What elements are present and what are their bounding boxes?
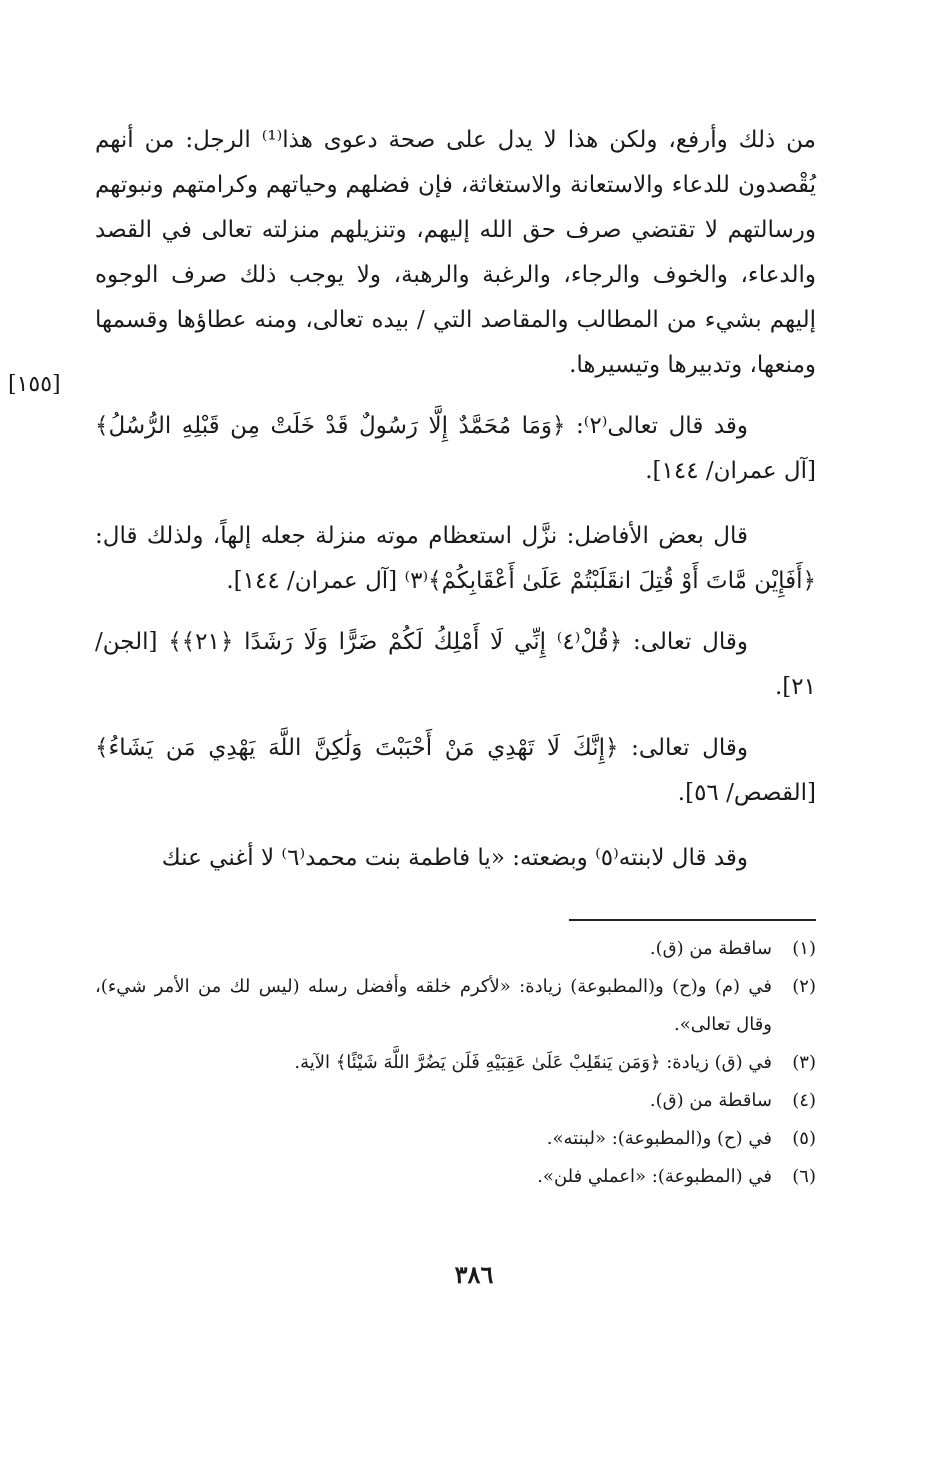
paragraph-6: وقد قال لابنته⁽٥⁾ وبضعته: «يا فاطمة بنت محمد⁽٦⁾ لا أغني عنك bbox=[161, 845, 748, 871]
manuscript-page-marker: [١٥٥] bbox=[8, 372, 61, 397]
footnote-text: في (ح) و(المطبوعة): «لبنته». bbox=[546, 1128, 772, 1149]
footnote-separator bbox=[569, 919, 816, 921]
footnote-5 bbox=[95, 1120, 816, 1158]
paragraph-5: وقال تعالى: ﴿إِنَّكَ لَا تَهْدِي مَنْ أَحْبَبْتَ وَلَٰكِنَّ اللَّهَ يَهْدِي مَن يَشَاءُ﴾ [القصص/ ٥٦]. bbox=[95, 735, 816, 806]
footnote-text: في (م) و(ح) و(المطبوعة) زيادة: «لأكرم خلقه وأفضل رسله (ليس لك من الأمر شيء)، وقال تعالى». bbox=[95, 976, 772, 1035]
paragraph-2: وقد قال تعالى⁽٢⁾: ﴿وَمَا مُحَمَّدٌ إِلَّا رَسُولٌ قَدْ خَلَتْ مِن قَبْلِهِ الرُّسُلُ﴾ [آل عمران/ ١٤٤]. bbox=[95, 413, 816, 484]
paragraph-4: وقال تعالى: ﴿قُلْ⁽٤⁾ إِنِّي لَا أَمْلِكُ لَكُمْ ضَرًّا وَلَا رَشَدًا ﴿٢١﴾﴾ [الجن/ ٢١]. bbox=[95, 629, 816, 700]
footnote-number: (٣) bbox=[792, 1052, 816, 1073]
footnote-1 bbox=[95, 930, 816, 968]
footnotes bbox=[95, 930, 816, 1196]
footnote-number: (٤) bbox=[792, 1090, 816, 1111]
footnote-6 bbox=[95, 1158, 816, 1196]
footnote-2 bbox=[95, 968, 816, 1044]
main-text bbox=[95, 118, 816, 881]
footnote-number: (٦) bbox=[792, 1166, 816, 1187]
footnote-3 bbox=[95, 1044, 816, 1082]
footnote-text: في (ق) زيادة: ﴿وَمَن يَنقَلِبْ عَلَىٰ عَقِبَيْهِ فَلَن يَضُرَّ اللَّهَ شَيْئًا﴾ الآية. bbox=[294, 1052, 772, 1073]
paragraph-1: من ذلك وأرفع، ولكن هذا لا يدل على صحة دعوى هذا⁽¹⁾ الرجل: من أنهم يُقْصدون للدعاء والاستعانة والاستغاثة، فإن فضلهم وحياتهم وكرامتهم ونبوتهم ورسالتهم لا تقتضي صرف حق الله إليهم، وتنزيلهم منزلته تعالى في القصد والدعاء، والخوف والرجاء، والرغبة والرهبة، ولا يوجب ذلك صرف الوجوه إليهم بشيء من المطالب والمقاصد التي / بيده تعالى، ومنه عطاؤها وقسمها ومنعها، وتدبيرها وتيسيرها. bbox=[95, 127, 816, 378]
footnote-number: (١) bbox=[792, 938, 816, 959]
page-number: ٣٨٦ bbox=[454, 1260, 494, 1289]
footnote-text: ساقطة من (ق). bbox=[649, 1090, 772, 1111]
paragraph-3: قال بعض الأفاضل: نزَّل استعظام موته منزلة جعله إلهاً، ولذلك قال: ﴿أَفَإِيْن مَّاتَ أَوْ قُتِلَ انقَلَبْتُمْ عَلَىٰ أَعْقَابِكُمْ﴾⁽٣⁾ [آل عمران/ ١٤٤]. bbox=[95, 523, 816, 594]
footnote-text: في (المطبوعة): «اعملي فلن». bbox=[537, 1166, 772, 1187]
footnote-text: ساقطة من (ق). bbox=[649, 938, 772, 959]
footnote-4 bbox=[95, 1082, 816, 1120]
footnote-number: (٥) bbox=[792, 1128, 816, 1149]
footnote-number: (٢) bbox=[792, 976, 816, 997]
